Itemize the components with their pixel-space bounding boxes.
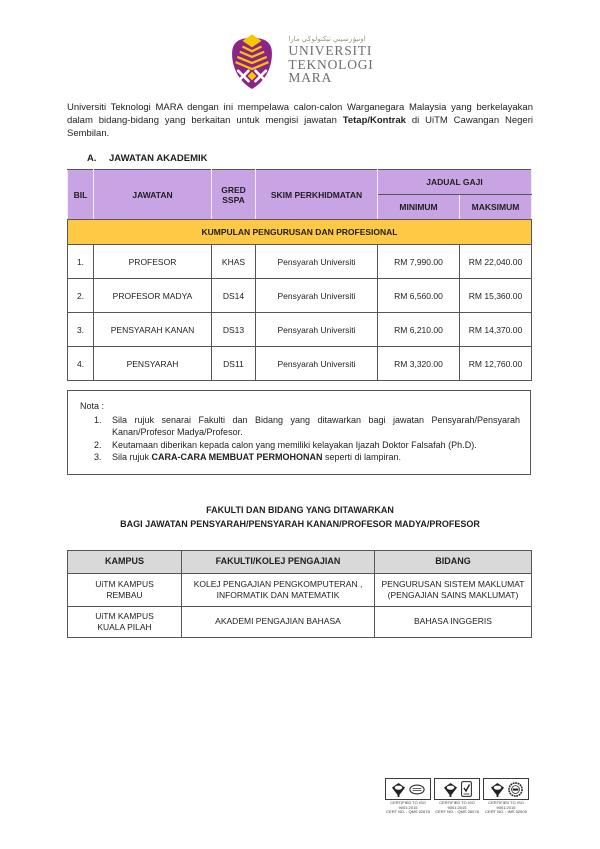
cell-jawatan: PROFESOR MADYA xyxy=(94,279,212,313)
nota-item-bold: CARA-CARA MEMBUAT PERMOHONAN xyxy=(151,452,323,462)
col-header-kampus: KAMPUS xyxy=(68,550,182,573)
table-row xyxy=(68,347,532,381)
col-header-minimum: MINIMUM xyxy=(378,195,460,220)
cell-bidang: PENGURUSAN SISTEM MAKLUMAT (PENGAJIAN SAINS MAKLUMAT) xyxy=(375,573,532,606)
cert-badge: CERTIFIED TO ISO 9001:2015 CERT NO. : IMS 02509 xyxy=(483,778,529,815)
intro-text-bold: Tetap/Kontrak xyxy=(342,115,406,126)
heading2-line2: BAGI JAWATAN PENSYARAH/PENSYARAH KANAN/PROFESOR MADYA/PROFESOR xyxy=(120,518,480,529)
cell-gaji-max: RM 12,760.00 xyxy=(460,347,532,381)
cell-gred: DS14 xyxy=(212,279,256,313)
nota-item-text: Keutamaan diberikan kepada calon yang memiliki kelayakan Ijazah Doktor Falsafah (Ph.D). xyxy=(112,439,477,450)
section-a-label: A. xyxy=(87,153,97,164)
cell-gaji-max: RM 22,040.00 xyxy=(460,245,532,279)
logo-line-universiti: UNIVERSITI xyxy=(288,43,373,58)
intro-text-pre: Universiti Teknologi MARA dengan ini mempelawa calon-calon Warganegara Malaysia yang berkelayakan dalam bidang-bidang yang berkaitan untuk mengisi jawatan xyxy=(67,102,533,126)
cell-gred: DS11 xyxy=(212,347,256,381)
cell-gaji-min: RM 7,990.00 xyxy=(378,245,460,279)
col-header-fakulti: FAKULTI/KOLEJ PENGAJIAN xyxy=(182,550,375,573)
col-header-bil: BIL xyxy=(68,170,94,220)
cert-diamond-icon xyxy=(490,782,505,797)
list-item xyxy=(80,451,520,464)
cert-badge: CERTIFIED TO ISO 9001:2015 CERT NO. : QMS 26078 xyxy=(434,778,480,815)
nota-item-text: Sila rujuk xyxy=(112,452,152,462)
cert-oval-icon xyxy=(409,784,425,795)
cell-skim: Pensyarah Universiti xyxy=(256,279,378,313)
cert-diamond-icon xyxy=(391,782,406,797)
nota-item-text: Sila rujuk senarai Fakulti dan Bidang yang ditawarkan bagi jawatan Pensyarah/Pensyarah Kanan/Profesor Madya/Profesor. xyxy=(112,414,520,437)
cert-badges xyxy=(385,778,529,815)
cell-gaji-min: RM 6,210.00 xyxy=(378,313,460,347)
section-a-heading xyxy=(67,153,533,164)
col-header-skim-perkhidmatan: SKIM PERKHIDMATAN xyxy=(256,170,378,220)
cell-gaji-min: RM 3,320.00 xyxy=(378,347,460,381)
table-row xyxy=(68,245,532,279)
cell-gaji-min: RM 6,560.00 xyxy=(378,279,460,313)
nota-item-number: 2. xyxy=(94,439,102,450)
uitm-shield-icon xyxy=(226,34,278,92)
col-header-maksimum: MAKSIMUM xyxy=(460,195,532,220)
logo-line-mara: MARA xyxy=(288,70,333,85)
cell-bil: 4. xyxy=(68,347,94,381)
intro-paragraph xyxy=(67,101,533,140)
cell-fakulti: KOLEJ PENGAJIAN PENGKOMPUTERAN , INFORMATIK DAN MATEMATIK xyxy=(182,573,375,606)
cell-bil: 1. xyxy=(68,245,94,279)
cell-jawatan: PENSYARAH xyxy=(94,347,212,381)
uitm-wordmark xyxy=(288,34,373,85)
cell-skim: Pensyarah Universiti xyxy=(256,313,378,347)
uitm-logo xyxy=(67,34,533,94)
logo-arabic-calligraphy: اونيۏرسيتي تيكنولوݢي مارا xyxy=(288,36,366,43)
group-row-kumpulan: KUMPULAN PENGURUSAN DAN PROFESIONAL xyxy=(68,220,532,245)
cert-seal-icon xyxy=(508,782,523,797)
list-item xyxy=(80,439,520,452)
col-header-bidang: BIDANG xyxy=(375,550,532,573)
col-header-jadual-gaji: JADUAL GAJI xyxy=(378,170,532,195)
col-header-jawatan: JAWATAN xyxy=(94,170,212,220)
cell-gred: KHAS xyxy=(212,245,256,279)
table-row xyxy=(68,279,532,313)
section-a-title: JAWATAN AKADEMIK xyxy=(109,153,208,164)
nota-item-text-post: seperti di lampiran. xyxy=(322,452,402,462)
cert-badge: CERTIFIED TO ISO 9001:2015 CERT NO. : QMS 02678 xyxy=(385,778,431,815)
table-row xyxy=(68,573,532,606)
cell-gaji-max: RM 14,370.00 xyxy=(460,313,532,347)
cell-jawatan: PENSYARAH KANAN xyxy=(94,313,212,347)
cell-bil: 3. xyxy=(68,313,94,347)
cert-diamond-icon xyxy=(443,782,458,797)
nota-box xyxy=(67,390,531,475)
fakulti-bidang-heading xyxy=(67,503,533,531)
table-row xyxy=(68,606,532,637)
list-item xyxy=(80,414,520,439)
cell-jawatan: PROFESOR xyxy=(94,245,212,279)
jawatan-akademik-table xyxy=(67,169,532,381)
table-row xyxy=(68,313,532,347)
cell-bidang: BAHASA INGGERIS xyxy=(375,606,532,637)
cell-skim: Pensyarah Universiti xyxy=(256,245,378,279)
cell-gred: DS13 xyxy=(212,313,256,347)
nota-item-number: 3. xyxy=(94,452,102,462)
cell-kampus: UiTM KAMPUS REMBAU xyxy=(68,573,182,606)
cell-skim: Pensyarah Universiti xyxy=(256,347,378,381)
cell-kampus: UiTM KAMPUS KUALA PILAH xyxy=(68,606,182,637)
nota-title: Nota : xyxy=(80,401,105,411)
intro-text-post: di UiTM Cawangan Negeri Sembilan. xyxy=(67,115,533,139)
logo-line-teknologi: TEKNOLOGI xyxy=(288,56,374,72)
col-header-gred-sspa: GRED SSPA xyxy=(212,170,256,220)
fakulti-bidang-table xyxy=(67,550,532,638)
cell-gaji-max: RM 15,360.00 xyxy=(460,279,532,313)
heading2-line1: FAKULTI DAN BIDANG YANG DITAWARKAN xyxy=(206,504,394,515)
cell-fakulti: AKADEMI PENGAJIAN BAHASA xyxy=(182,606,375,637)
nota-item-number: 1. xyxy=(94,414,102,425)
cert-checkmark-icon xyxy=(461,781,472,797)
cell-bil: 2. xyxy=(68,279,94,313)
